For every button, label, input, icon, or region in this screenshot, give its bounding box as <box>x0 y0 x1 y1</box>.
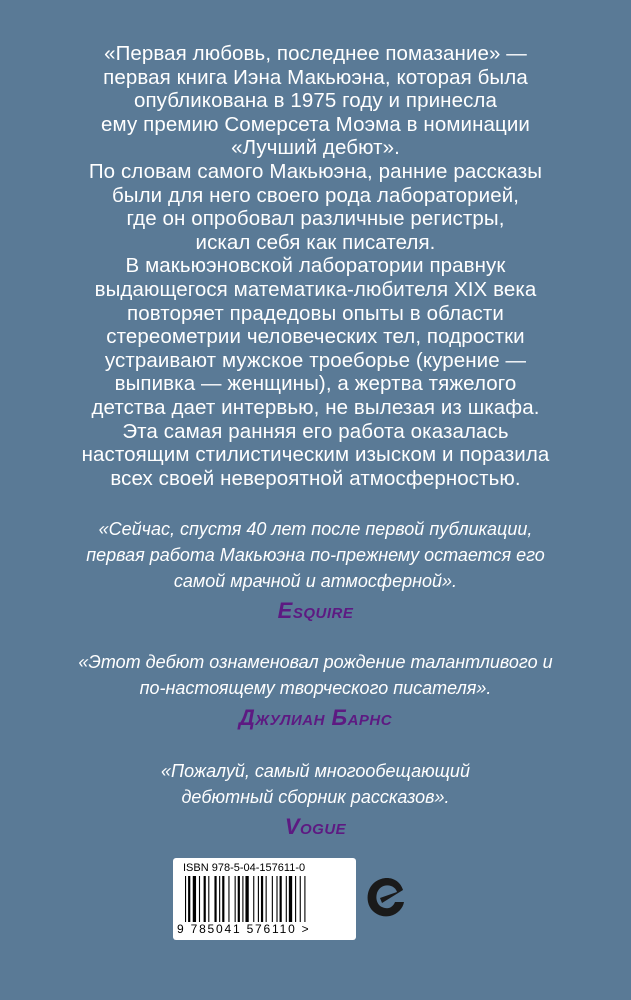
blurb-line: первая книга Иэна Макьюэна, которая была <box>103 65 528 89</box>
isbn-number: ISBN 978-5-04-157611-0 <box>183 862 306 874</box>
quote-line: «Сейчас, спустя 40 лет после первой публикации, <box>98 519 533 539</box>
blurb-line: опубликована в 1975 году и принесла <box>133 89 497 113</box>
blurb-line: устраивают мужское троеборье (курение — <box>104 348 527 372</box>
blurb-line: искал себя как писателя. <box>195 230 436 254</box>
blurb-line: были для него своего рода лабораторией, <box>111 183 520 207</box>
quote-line: самой мрачной и атмосферной». <box>173 571 458 591</box>
blurb-line: всех своей невероятной атмосферностью. <box>110 466 521 490</box>
blurb-line: По словам самого Макьюэна, ранние рассказы <box>88 159 543 183</box>
blurb-line: детства дает интервью, не вылезая из шкафа. <box>91 395 540 419</box>
blurb-line: выдающегося математика-любителя XIX века <box>94 277 537 301</box>
blurb-line: ему премию Сомерсета Моэма в номинации <box>101 112 530 136</box>
blurb-line: повторяет прадедовы опыты в области <box>127 301 504 325</box>
blurb-line: «Лучший дебют». <box>231 136 400 160</box>
review-quote-barnes <box>20 649 611 731</box>
blurb-line: выпивка — женщины), а жертва тяжелого <box>114 372 517 396</box>
blurb-line: В макьюэновской лаборатории правнук <box>125 254 506 278</box>
review-quote-esquire <box>20 516 611 624</box>
eksmo-e-logo-icon <box>362 872 412 922</box>
blurb-line: Эта самая ранняя его работа оказалась <box>122 419 509 443</box>
quote-source: Esquire <box>277 598 354 623</box>
quote-line: «Пожалуй, самый многообещающий <box>161 761 470 781</box>
blurb-line: «Первая любовь, последнее помазание» — <box>104 42 527 65</box>
quote-line: «Этот дебют ознаменовал рождение талантливого и <box>78 652 553 672</box>
isbn-barcode <box>173 858 356 940</box>
blurb-line: стереометрии человеческих тел, подростки <box>106 325 525 349</box>
quote-line: первая работа Макьюэна по-прежнему остается его <box>86 545 545 565</box>
blurb-line: настоящим стилистическим изыском и поразила <box>81 443 550 467</box>
quote-source: Джулиан Барнс <box>238 705 393 730</box>
quote-line: дебютный сборник рассказов». <box>181 787 450 807</box>
blurb-line: где он опробовал различные регистры, <box>126 207 505 231</box>
barcode-bars <box>185 876 345 922</box>
annotation-text <box>40 42 591 490</box>
quote-line: по-настоящему творческого писателя». <box>139 678 492 698</box>
quote-source: Vogue <box>284 814 347 839</box>
review-quote-vogue <box>20 758 611 840</box>
ean-digits: 9 785041 576110 > <box>177 922 311 936</box>
